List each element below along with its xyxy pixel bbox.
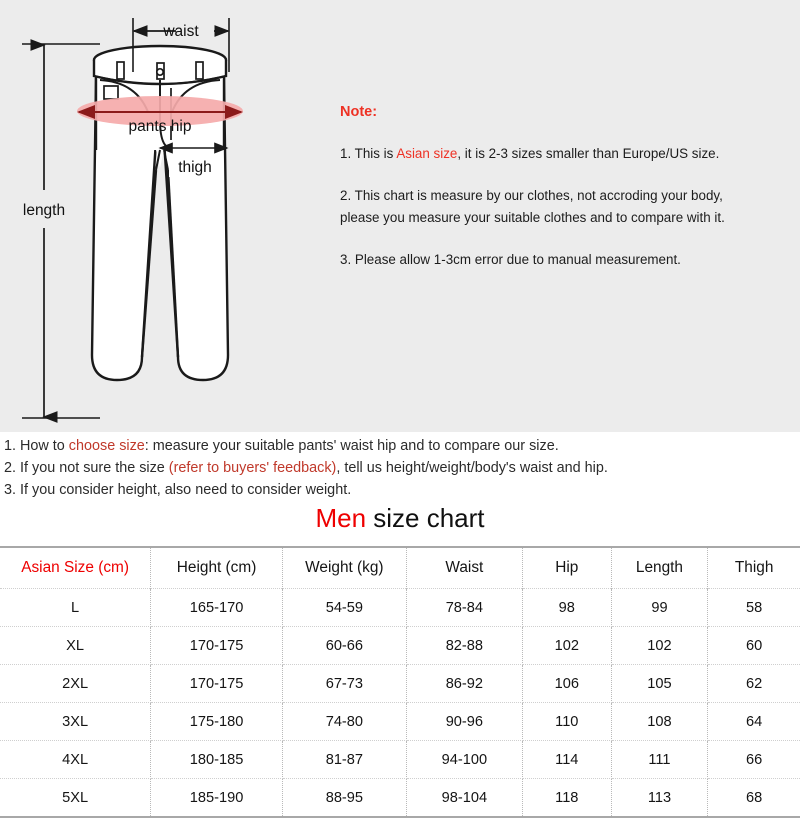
instr-2-highlight: (refer to buyers' feedback) (168, 459, 337, 476)
note-item-3 (340, 249, 795, 271)
size-label-cell: 4XL (0, 741, 151, 779)
table-cell: 86-92 (406, 665, 522, 703)
table-cell: 62 (708, 665, 800, 703)
note-3-text: 3. Please allow 1-3cm error due to manual measurement. (340, 251, 681, 267)
table-cell: 68 (708, 779, 800, 817)
instruction-line-3 (4, 480, 800, 502)
table-cell: 64 (708, 703, 800, 741)
table-cell: 74-80 (282, 703, 406, 741)
note-1-suffix: , it is 2-3 sizes smaller than Europe/US size. (457, 146, 720, 162)
note-1-prefix: 1. This is (340, 146, 397, 162)
size-label-cell: 3XL (0, 703, 151, 741)
table-cell: 58 (708, 589, 800, 627)
table-cell: 165-170 (151, 589, 283, 627)
table-cell: 113 (611, 779, 708, 817)
note-item-1 (340, 143, 795, 165)
table-cell: 175-180 (151, 703, 283, 741)
instr-1-highlight: choose size (68, 438, 145, 454)
length-label: length (22, 202, 66, 219)
pants-hip-label: pants hip (128, 118, 192, 135)
table-cell: 111 (611, 741, 708, 779)
instr-1-prefix: 1. How to (4, 438, 69, 454)
table-row (0, 703, 800, 741)
instruction-line-2 (4, 458, 800, 480)
table-col-header-1: Height (cm) (151, 547, 283, 589)
table-cell: 102 (522, 627, 611, 665)
table-cell: 170-175 (151, 665, 283, 703)
table-col-header-5: Length (611, 547, 708, 589)
table-col-header-0: Asian Size (cm) (0, 547, 151, 589)
table-cell: 90-96 (406, 703, 522, 741)
note-1-highlight: Asian size (396, 146, 458, 162)
instr-2-suffix: , tell us height/weight/body's waist and hip. (336, 459, 608, 476)
page-title-rest: size chart (366, 503, 485, 533)
table-row (0, 665, 800, 703)
table-row (0, 779, 800, 817)
table-cell: 180-185 (151, 741, 283, 779)
table-cell: 105 (611, 665, 708, 703)
size-chart-table (0, 546, 800, 816)
instruction-line-1 (4, 436, 800, 458)
size-label-cell: XL (0, 627, 151, 665)
table-cell: 185-190 (151, 779, 283, 817)
instr-1-suffix: : measure your suitable pants' waist hip and to compare our size. (144, 438, 559, 454)
table-row (0, 589, 800, 627)
pants-measurement-diagram (0, 0, 340, 432)
table-col-header-4: Hip (522, 547, 611, 589)
table-cell: 54-59 (282, 589, 406, 627)
size-label-cell: 5XL (0, 779, 151, 817)
thigh-label: thigh (178, 159, 212, 176)
table-cell: 102 (611, 627, 708, 665)
table-body (0, 589, 800, 817)
table-cell: 60 (708, 627, 800, 665)
table-cell: 88-95 (282, 779, 406, 817)
instructions-block (0, 432, 800, 500)
instr-2-prefix: 2. If you not sure the size (4, 459, 169, 476)
table-row (0, 741, 800, 779)
note-block (340, 104, 795, 270)
page-title (0, 505, 800, 532)
size-chart-table-wrapper (0, 546, 800, 818)
table-col-header-6: Thigh (708, 547, 800, 589)
table-col-header-2: Weight (kg) (282, 547, 406, 589)
table-cell: 118 (522, 779, 611, 817)
page-title-highlight: Men (315, 503, 367, 533)
table-row (0, 627, 800, 665)
size-label-cell: 2XL (0, 665, 151, 703)
table-cell: 108 (611, 703, 708, 741)
table-cell: 94-100 (406, 741, 522, 779)
table-cell: 60-66 (282, 627, 406, 665)
table-cell: 82-88 (406, 627, 522, 665)
table-cell: 98-104 (406, 779, 522, 817)
table-cell: 106 (522, 665, 611, 703)
note-item-2 (340, 185, 795, 228)
note-2-line1: 2. This chart is measure by our clothes, not accroding your body, (340, 188, 723, 204)
waist-label: waist (163, 23, 199, 40)
table-cell: 114 (522, 741, 611, 779)
note-title: Note: (340, 104, 378, 120)
table-cell: 78-84 (406, 589, 522, 627)
table-cell: 67-73 (282, 665, 406, 703)
size-label-cell: L (0, 589, 151, 627)
table-cell: 170-175 (151, 627, 283, 665)
table-cell: 99 (611, 589, 708, 627)
note-2-line2: please you measure your suitable clothes and to compare with it. (340, 209, 725, 225)
table-col-header-3: Waist (406, 547, 522, 589)
instr-3-prefix: 3. If you consider height, also need to consider weight. (4, 481, 352, 498)
table-cell: 81-87 (282, 741, 406, 779)
table-header-row (0, 547, 800, 589)
table-header (0, 547, 800, 589)
table-cell: 66 (708, 741, 800, 779)
table-cell: 110 (522, 703, 611, 741)
table-cell: 98 (522, 589, 611, 627)
